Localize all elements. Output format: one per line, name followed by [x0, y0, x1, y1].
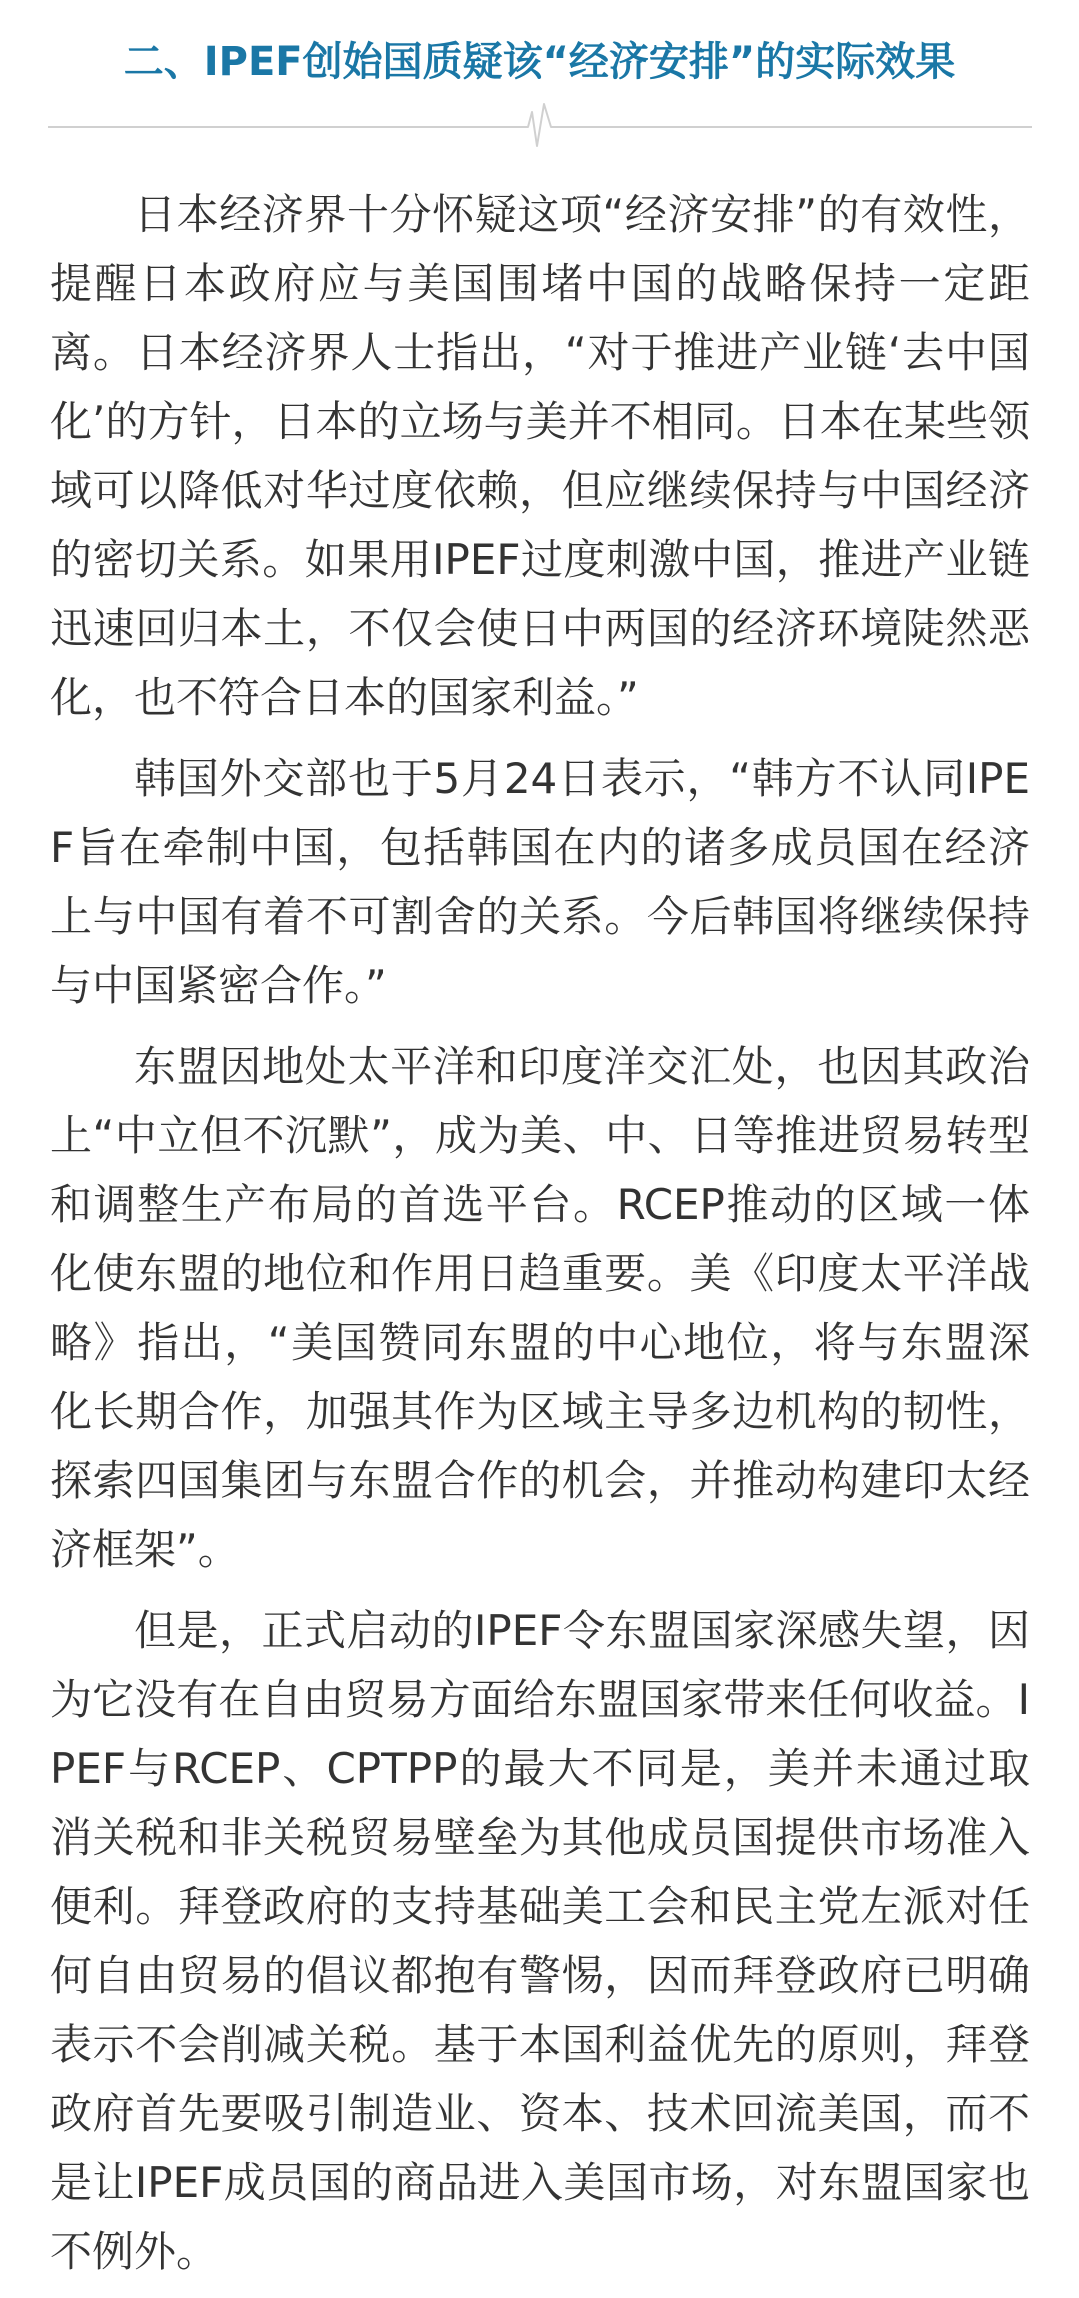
paragraph-ipef-disappointment: 但是，正式启动的IPEF令东盟国家深感失望，因为它没有在自由贸易方面给东盟国家带来任何收益。IPEF与RCEP、CPTPP的最大不同是，美并未通过取消关税和非关税贸易壁垒为其他成员国提供市场准入便利。拜登政府的支持基础美工会和民主党左派对任何自由贸易的倡议都抱有警惕，因而拜登政府已明确表示不会削减关税。基于本国利益优先的原则，拜登政府首先要吸引制造业、资本、技术回流美国，而不是让IPEF成员国的商品进入美国市场，对东盟国家也不例外。	[50, 1606, 1030, 2276]
section-title: 二、IPEF创始国质疑该“经济安排”的实际效果	[123, 39, 956, 85]
paragraph-asean: 东盟因地处太平洋和印度洋交汇处，也因其政治上“中立但不沉默”，成为美、中、日等推进贸易转型和调整生产布局的首选平台。RCEP推动的区域一体化使东盟的地位和作用日趋重要。美《印度太平洋战略》指出，“美国赞同东盟的中心地位，将与东盟深化长期合作，加强其作为区域主导多边机构的韧性，探索四国集团与东盟合作的机会，并推动构建印太经济框架”。	[50, 1042, 1030, 1574]
article-body	[50, 180, 1030, 2298]
title-divider	[48, 100, 1032, 150]
paragraph-japan: 日本经济界十分怀疑这项“经济安排”的有效性，提醒日本政府应与美国围堵中国的战略保持一定距离。日本经济界人士指出，“对于推进产业链‘去中国化’的方针，日本的立场与美并不相同。日本在某些领域可以降低对华过度依赖，但应继续保持与中国经济的密切关系。如果用IPEF过度刺激中国，推进产业链迅速回归本土，不仅会使日中两国的经济环境陡然恶化，也不符合日本的国家利益。”	[50, 190, 1030, 722]
section-header	[0, 0, 1079, 150]
paragraph-korea: 韩国外交部也于5月24日表示，“韩方不认同IPEF旨在牵制中国，包括韩国在内的诸多成员国在经济上与中国有着不可割舍的关系。今后韩国将继续保持与中国紧密合作。”	[50, 754, 1030, 1010]
